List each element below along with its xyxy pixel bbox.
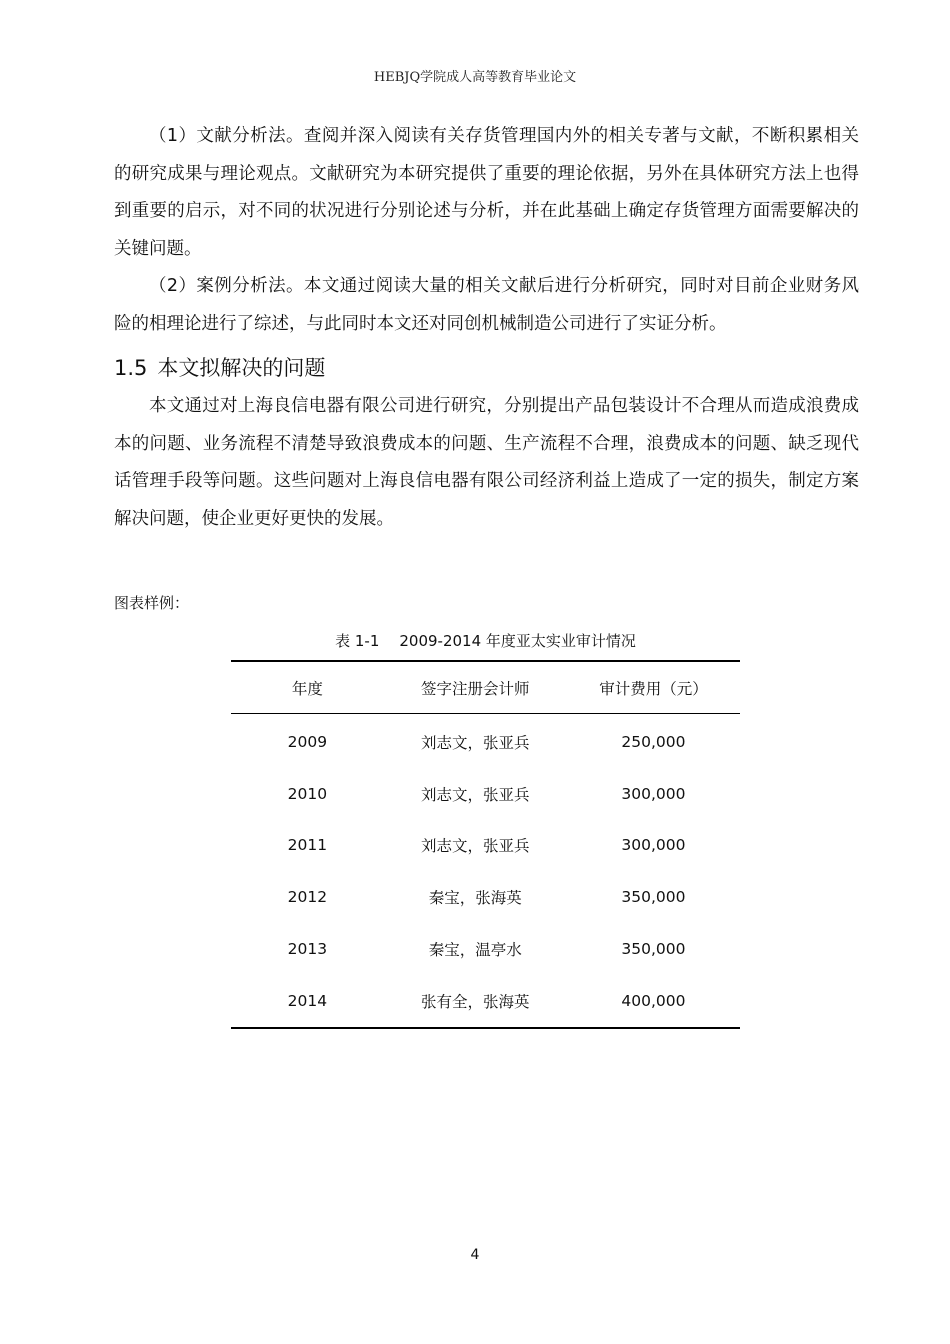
table-row	[231, 975, 740, 1028]
column-header-accountant: 签字注册会计师	[421, 679, 530, 698]
body-text	[114, 118, 859, 538]
cell-fee: 400,000	[621, 991, 686, 1010]
cell-year: 2010	[287, 784, 328, 803]
cell-year: 2011	[287, 836, 328, 855]
cell-fee: 300,000	[621, 836, 686, 855]
page-header: HEBJQ学院成人高等教育毕业论文	[373, 70, 577, 85]
table-row	[231, 923, 740, 975]
cell-year: 2012	[287, 888, 328, 907]
section-number: 1.5	[114, 356, 148, 380]
section-heading	[114, 353, 859, 383]
column-header-fee: 审计费用（元）	[599, 679, 708, 698]
table-caption	[231, 630, 740, 651]
cell-fee: 250,000	[621, 732, 686, 751]
cell-year: 2014	[287, 991, 328, 1010]
table-row	[231, 768, 740, 820]
paragraph-method-literature: （1）文献分析法。查阅并深入阅读有关存货管理国内外的相关专著与文献，不断积累相关的研究成果与理论观点。文献研究为本研究提供了重要的理论依据，另外在具体研究方法上也得到重要的启示，对不同的状况进行分别论述与分析，并在此基础上确定存货管理方面需要解决的关键问题。	[114, 126, 859, 259]
chart-sample-label: 图表样例：	[114, 594, 190, 612]
table-caption-title: 2009-2014 年度亚太实业审计情况	[399, 632, 636, 650]
table-caption-id: 表 1-1	[335, 632, 380, 650]
column-header-year: 年度	[291, 679, 323, 698]
cell-fee: 300,000	[621, 784, 686, 803]
page-number: 4	[470, 1247, 480, 1263]
cell-accountant: 刘志文，张亚兵	[421, 733, 530, 752]
cell-year: 2013	[287, 940, 328, 959]
cell-fee: 350,000	[621, 940, 686, 959]
paragraph-method-case: （2）案例分析法。本文通过阅读大量的相关文献后进行分析研究，同时对目前企业财务风险的相理论进行了综述，与此同时本文还对同创机械制造公司进行了实证分析。	[114, 276, 859, 334]
cell-accountant: 秦宝，温亭水	[428, 941, 522, 960]
table-header-row	[231, 661, 740, 714]
cell-fee: 350,000	[621, 888, 686, 907]
table-row	[231, 871, 740, 923]
cell-accountant: 刘志文，张亚兵	[421, 837, 530, 856]
audit-table	[231, 660, 740, 1029]
cell-accountant: 张有全，张海英	[421, 992, 530, 1011]
table-row	[231, 820, 740, 872]
cell-year: 2009	[287, 732, 328, 751]
paragraph-problems: 本文通过对上海良信电器有限公司进行研究，分别提出产品包装设计不合理从而造成浪费成本的问题、业务流程不清楚导致浪费成本的问题、生产流程不合理，浪费成本的问题、缺乏现代话管理手段等问题。这些问题对上海良信电器有限公司经济利益上造成了一定的损失，制定方案解决问题，使企业更好更快的发展。	[114, 396, 859, 529]
cell-accountant: 刘志文，张亚兵	[421, 785, 530, 804]
cell-accountant: 秦宝，张海英	[428, 889, 522, 908]
table-row	[231, 714, 740, 768]
section-title-text: 本文拟解决的问题	[157, 356, 326, 380]
